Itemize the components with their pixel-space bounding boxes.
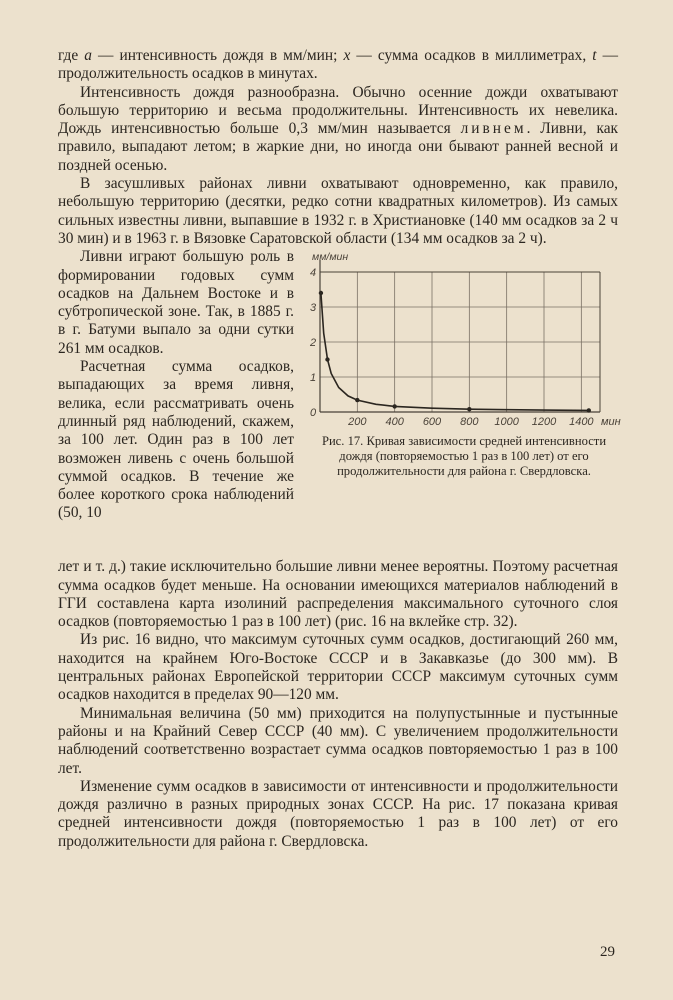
paragraph-minimum: Минимальная величина (50 мм) приходится на полупустынные и пустынные районы и на Крайний Север СССР (40 мм). С увеличением продолжительности наблюдений соответственно возрастает сумма осадков повторяемостью 1 раз в 100 лет. (58, 704, 618, 777)
curve-marker-200 (355, 398, 359, 402)
curve-marker-800 (467, 407, 471, 411)
paragraph-fig17: Изменение сумм осадков в зависимости от интенсивности и продолжительности дождя различно в разных природных зонах СССР. На рис. 17 показана кривая средней интенсивности дождя (повторяемостью 1 раз в 100 лет) от его продолжительности для района г. Свердловска. (58, 777, 618, 850)
y-tick-label-4: 4 (310, 267, 317, 280)
paragraph-annual-sums: Ливни играют большую роль в формировании годовых сумм осадков на Дальнем Востоке и в субтропической зоне. Так, в 1885 г. в г. Батуми выпало за одни сутки 261 мм осадков. (58, 248, 294, 357)
paragraph-arid-regions: В засушливых районах ливни охватывают одновременно, как правило, небольшую территорию (десятки, редко сотни квадратных километров). Из самых сильных известны ливни, выпавшие в 1932 г. в Христиановке (140 мм осадков за 2 ч 30 мин) и в 1963 г. в Вязовке Саратовской области (134 мм осадков за 2 ч). (58, 175, 618, 247)
x-tick-label-200: 200 (348, 416, 367, 429)
curve-marker-400 (392, 404, 396, 408)
x-tick-label-600: 600 (422, 416, 442, 429)
curve-marker-40 (325, 358, 329, 362)
y-tick-label-3: 3 (310, 302, 317, 315)
page-body (58, 47, 621, 851)
page-number: 29 (600, 944, 615, 960)
chart-grid (320, 272, 600, 412)
intensity-chart (304, 248, 622, 428)
paragraph-intensity: Интенсивность дождя разнообразна. Обычно осенние дожди охватывают большую территорию и весьма продолжительны. Интенсивность их невелика. Дождь интенсивностью больше 0,3 мм/мин называется ливнем. Ливни, как правило, выпадают летом; в жаркие дни, но иногда они бывают ранней весной и поздней осенью. (58, 83, 618, 174)
y-axis-label: мм/мин (312, 251, 349, 264)
x-tick-label-1400: 1400 (569, 416, 594, 429)
x-tick-label-1000: 1000 (494, 416, 519, 429)
y-tick-label-1: 1 (310, 372, 317, 385)
x-tick-label-1200: 1200 (531, 416, 557, 429)
y-tick-label-2: 2 (310, 337, 317, 350)
x-axis-label: мин (601, 416, 621, 429)
figure-caption: Рис. 17. Кривая зависимости средней интенсивности дождя (повторяемостью 1 раз в 100 лет) от его продолжительности для района г. Свердловска. (321, 434, 607, 479)
paragraph-fig16: Из рис. 16 видно, что максимум суточных сумм осадков, достигающий 260 мм, находится на крайнем Юго-Востоке СССР и в Закавказье (до 300 мм). В центральных районах Европейской территории СССР максимум суточных сумм осадков находится в пределах 90—120 мм. (58, 631, 618, 704)
y-tick-label-0: 0 (310, 407, 317, 420)
figure-wrap-zone (58, 248, 621, 558)
left-column (58, 248, 294, 522)
x-tick-label-800: 800 (460, 416, 479, 429)
chart-axes (320, 260, 600, 412)
term-livnem: ливнем (460, 120, 527, 138)
paragraph-formula-legend: где a — интенсивность дождя в мм/мин; x — сумма осадков в миллиметрах, t — продолжительность осадков в минутах. (58, 47, 618, 83)
paragraph-design-sum-continued: лет и т. д.) такие исключительно большие ливни менее вероятны. Поэтому расчетная сумма осадков будет меньше. На основании имеющихся материалов наблюдений в ГГИ составлена карта изолиний распределения максимального суточного слоя осадков (повторяемостью 1 раз в 100 лет) (рис. 16 на вклейке стр. 32). (58, 558, 618, 631)
intensity-curve (321, 293, 589, 410)
figure-17 (304, 248, 622, 479)
curve-marker-5 (319, 291, 323, 295)
x-tick-label-400: 400 (385, 416, 404, 429)
chart-series (319, 291, 591, 413)
paragraph-design-sum: Расчетная сумма осадков, выпадающих за время ливня, велика, если рассматривать очень длинный ряд наблюдений, скажем, за 100 лет. Один раз в 100 лет возможен ливень с очень большой суммой осадков. В течение же более короткого срока наблюдений (50, 10 (58, 358, 294, 522)
curve-marker-1440 (587, 408, 591, 412)
